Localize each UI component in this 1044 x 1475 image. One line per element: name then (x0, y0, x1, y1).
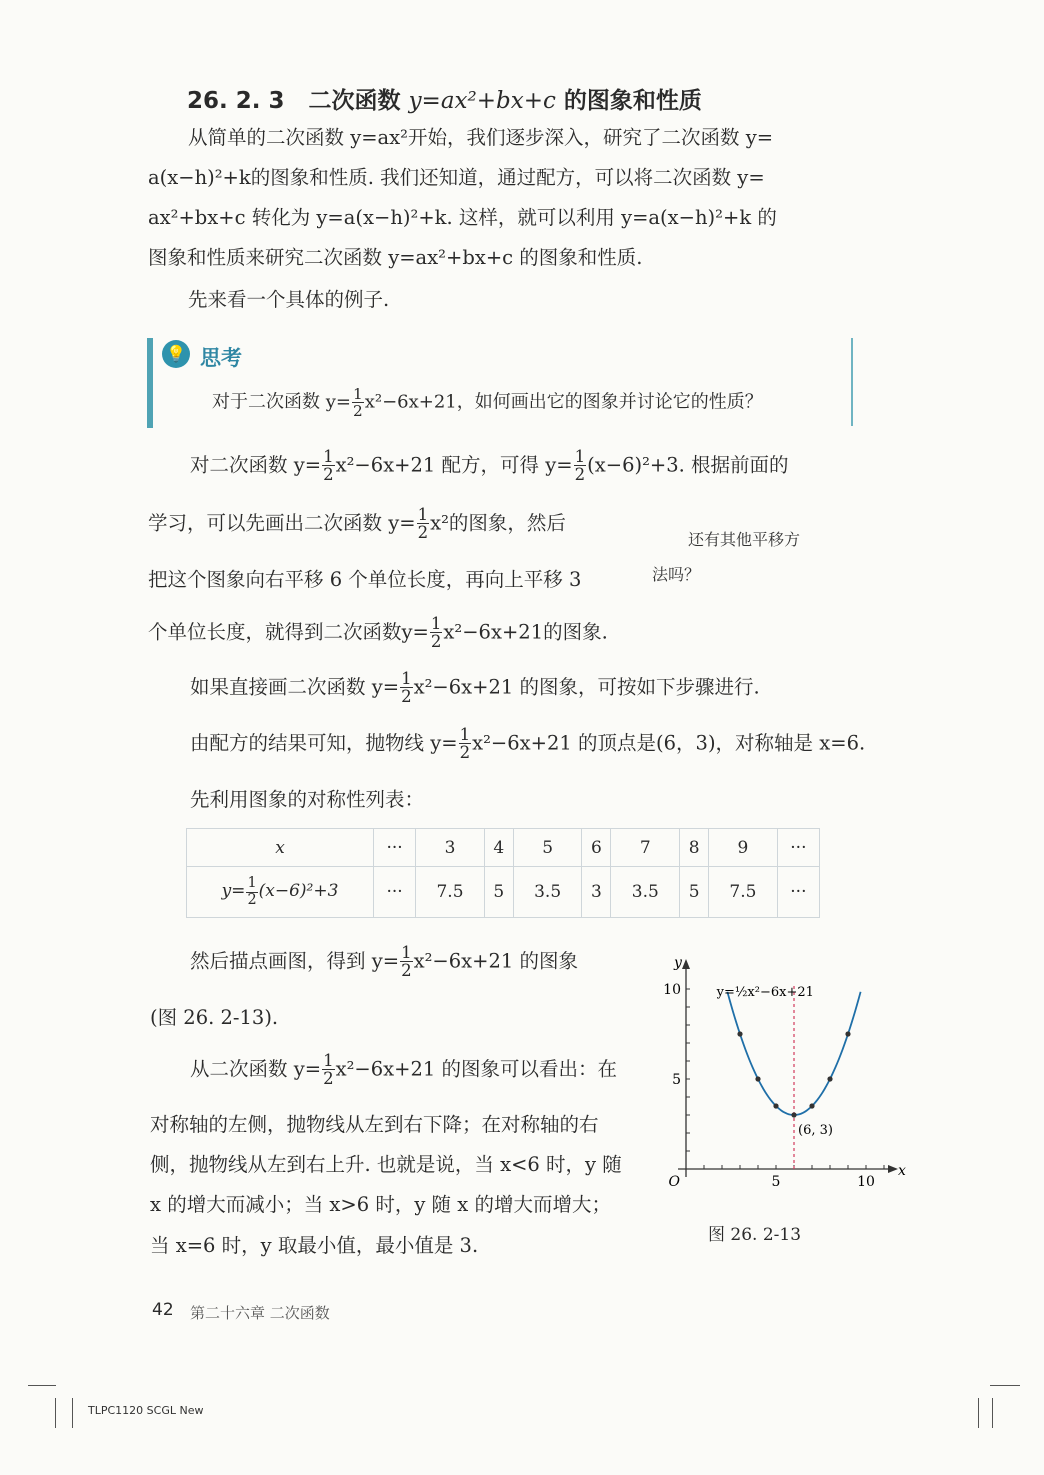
intro-line-3: ax²+bx+c 转化为 y=a(x−h)²+k. 这样，就可以利用 y=a(x−h)²+k 的 (148, 206, 777, 229)
figure-caption: 图 26. 2-13 (708, 1225, 802, 1245)
para3 (190, 726, 865, 762)
table-row-x (187, 829, 820, 867)
fraction (574, 448, 587, 484)
crop-mark (28, 1385, 56, 1386)
fraction-numerator: 1 (247, 875, 257, 892)
fraction (400, 670, 413, 706)
table-cell: ··· (777, 829, 819, 867)
fraction-denominator: 2 (401, 687, 412, 707)
table-cell: 3 (416, 829, 485, 867)
fraction (352, 386, 364, 419)
para5-line-2: (图 26. 2-13). (150, 1006, 279, 1029)
table-cell: 8 (680, 829, 709, 867)
think-title: 思考 (200, 346, 242, 370)
para1-l2-b: x²的图象，然后 (430, 511, 566, 535)
x-tick-label: 10 (857, 1174, 875, 1190)
para2-b: x²−6x+21 的图象，可按如下步骤进行. (413, 675, 760, 699)
vertex-label: (6, 3) (798, 1123, 833, 1138)
data-point (737, 1031, 742, 1036)
section-title-pre: 二次函数 (308, 88, 401, 114)
curve-label: y=½x²−6x+21 (716, 985, 814, 1001)
think-box-bar (147, 338, 153, 428)
para1-l4-a: 个单位长度，就得到二次函数y= (148, 620, 429, 644)
section-title-post: 的图象和性质 (563, 88, 702, 114)
fraction-denominator: 2 (352, 402, 363, 421)
data-point (791, 1112, 796, 1117)
table-cell: 4 (484, 829, 513, 867)
para1-l1-b: x²−6x+21 配方，可得 y= (335, 453, 573, 477)
table-cell: 6 (582, 829, 611, 867)
data-point (845, 1031, 850, 1036)
table-y-label-a: y= (221, 881, 246, 902)
section-heading (187, 82, 702, 115)
y-axis-label: y (674, 955, 682, 971)
table-header-y (187, 867, 374, 918)
fraction (322, 1052, 335, 1088)
table-cell: 5 (484, 867, 513, 918)
y-tick-label: 5 (672, 1072, 681, 1088)
para1-line-1 (190, 448, 789, 484)
table-cell: 5 (513, 829, 582, 867)
table-cell: 5 (680, 867, 709, 918)
para3-a: 由配方的结果可知，抛物线 y= (190, 731, 458, 755)
para3-b: x²−6x+21 的顶点是(6，3)，对称轴是 x=6. (472, 731, 866, 755)
table-cell: 7 (611, 829, 680, 867)
page-number: 42 (152, 1300, 174, 1320)
fraction-denominator: 2 (459, 743, 471, 763)
para6-line-1 (190, 1052, 617, 1088)
section-formula: y=ax²+bx+c (408, 88, 556, 114)
intro-line-2: a(x−h)²+k的图象和性质. 我们还知道，通过配方，可以将二次函数 y= (148, 166, 765, 189)
x-axis-label: x (898, 1163, 906, 1179)
fraction-numerator: 1 (459, 725, 471, 744)
lightbulb-icon: 💡 (162, 340, 190, 368)
fraction-numerator: 1 (323, 447, 334, 466)
fraction-denominator: 2 (574, 465, 586, 485)
crop-mark (992, 1398, 993, 1428)
para6-b: x²−6x+21 的图象可以看出：在 (335, 1057, 618, 1081)
para1-line-2 (148, 506, 566, 542)
table-cell: 3.5 (513, 867, 582, 918)
fraction-denominator: 2 (247, 891, 257, 908)
para6-line-5: 当 x=6 时，y 取最小值，最小值是 3. (150, 1234, 479, 1257)
data-point (755, 1076, 760, 1081)
para6-a: 从二次函数 y= (190, 1057, 322, 1081)
table-cell: 7.5 (416, 867, 485, 918)
fraction (459, 726, 472, 762)
para1-l1-c: (x−6)²+3. 根据前面的 (587, 453, 789, 477)
fraction-numerator: 1 (417, 505, 429, 524)
think-q-post: x²−6x+21，如何画出它的图象并讨论它的性质？ (364, 391, 763, 413)
table-cell: 3 (582, 867, 611, 918)
para5-b: x²−6x+21 的图象 (413, 949, 579, 973)
table-cell: 3.5 (611, 867, 680, 918)
para2 (190, 670, 760, 706)
x-tick-label: 5 (771, 1174, 781, 1190)
table-cell: 9 (709, 829, 778, 867)
origin-label: O (668, 1174, 680, 1190)
para2-a: 如果直接画二次函数 y= (190, 675, 400, 699)
table-cell: ··· (777, 867, 819, 918)
crop-mark (990, 1385, 1020, 1386)
table-y-label-b: (x−6)²+3 (258, 881, 339, 902)
crop-mark (72, 1398, 73, 1428)
fraction (417, 506, 430, 542)
data-point (809, 1103, 814, 1108)
fraction-denominator: 2 (323, 465, 334, 485)
print-code: TLPC1120 SCGL New (88, 1404, 204, 1417)
fraction-denominator: 2 (430, 632, 442, 652)
fraction-denominator: 2 (401, 961, 412, 981)
fraction (400, 944, 413, 980)
para1-l4-b: x²−6x+21的图象. (443, 620, 608, 644)
table-row-y (187, 867, 820, 918)
think-q-pre: 对于二次函数 y= (212, 391, 351, 413)
intro-line-4: 图象和性质来研究二次函数 y=ax²+bx+c 的图象和性质. (148, 246, 643, 269)
chapter-title: 第二十六章 二次函数 (190, 1304, 330, 1322)
table-cell: ··· (374, 829, 416, 867)
fraction-denominator: 2 (323, 1069, 334, 1089)
fraction (322, 448, 335, 484)
para1-l2-a: 学习，可以先画出二次函数 y= (148, 511, 416, 535)
intro-line-1: 从简单的二次函数 y=ax²开始，我们逐步深入，研究了二次函数 y= (188, 126, 774, 149)
side-note-line-1: 还有其他平移方 (688, 530, 801, 549)
data-point (773, 1103, 778, 1108)
para6-line-4: x 的增大而减小；当 x>6 时，y 随 x 的增大而增大； (150, 1193, 611, 1216)
fraction (246, 876, 257, 907)
x-axis-arrow (888, 1165, 898, 1173)
value-table (186, 828, 820, 918)
think-box-right-border (851, 338, 853, 426)
para1-line-3: 把这个图象向右平移 6 个单位长度，再向上平移 3 (148, 568, 582, 591)
table-header-x: x (187, 829, 374, 867)
y-tick-label: 10 (663, 982, 681, 998)
para1-l1-a: 对二次函数 y= (190, 453, 322, 477)
crop-mark (978, 1398, 979, 1428)
fraction-numerator: 1 (323, 1051, 334, 1070)
fraction-numerator: 1 (430, 614, 442, 633)
fraction-numerator: 1 (401, 943, 412, 962)
para5-line-1 (190, 944, 578, 980)
table-cell: ··· (374, 867, 416, 918)
parabola-chart (648, 955, 906, 1200)
data-point (827, 1076, 832, 1081)
table-cell: 7.5 (709, 867, 778, 918)
fraction-numerator: 1 (352, 385, 363, 403)
intro-line-5: 先来看一个具体的例子. (188, 288, 390, 311)
crop-mark (55, 1398, 56, 1428)
y-axis-arrow (682, 959, 690, 969)
fraction (430, 615, 443, 651)
para6-line-3: 侧，抛物线从左到右上升. 也就是说，当 x<6 时，y 随 (150, 1153, 622, 1176)
section-number: 26. 2. 3 (187, 88, 285, 114)
fraction-numerator: 1 (401, 669, 412, 688)
para5-a: 然后描点画图，得到 y= (190, 949, 400, 973)
think-question (212, 386, 763, 419)
para1-line-4 (148, 615, 608, 651)
side-note-line-2: 法吗？ (652, 565, 701, 584)
fraction-numerator: 1 (574, 447, 586, 466)
para6-line-2: 对称轴的左侧，抛物线从左到右下降；在对称轴的右 (150, 1113, 599, 1136)
fraction-denominator: 2 (417, 523, 429, 543)
para4: 先利用图象的对称性列表： (190, 788, 425, 811)
